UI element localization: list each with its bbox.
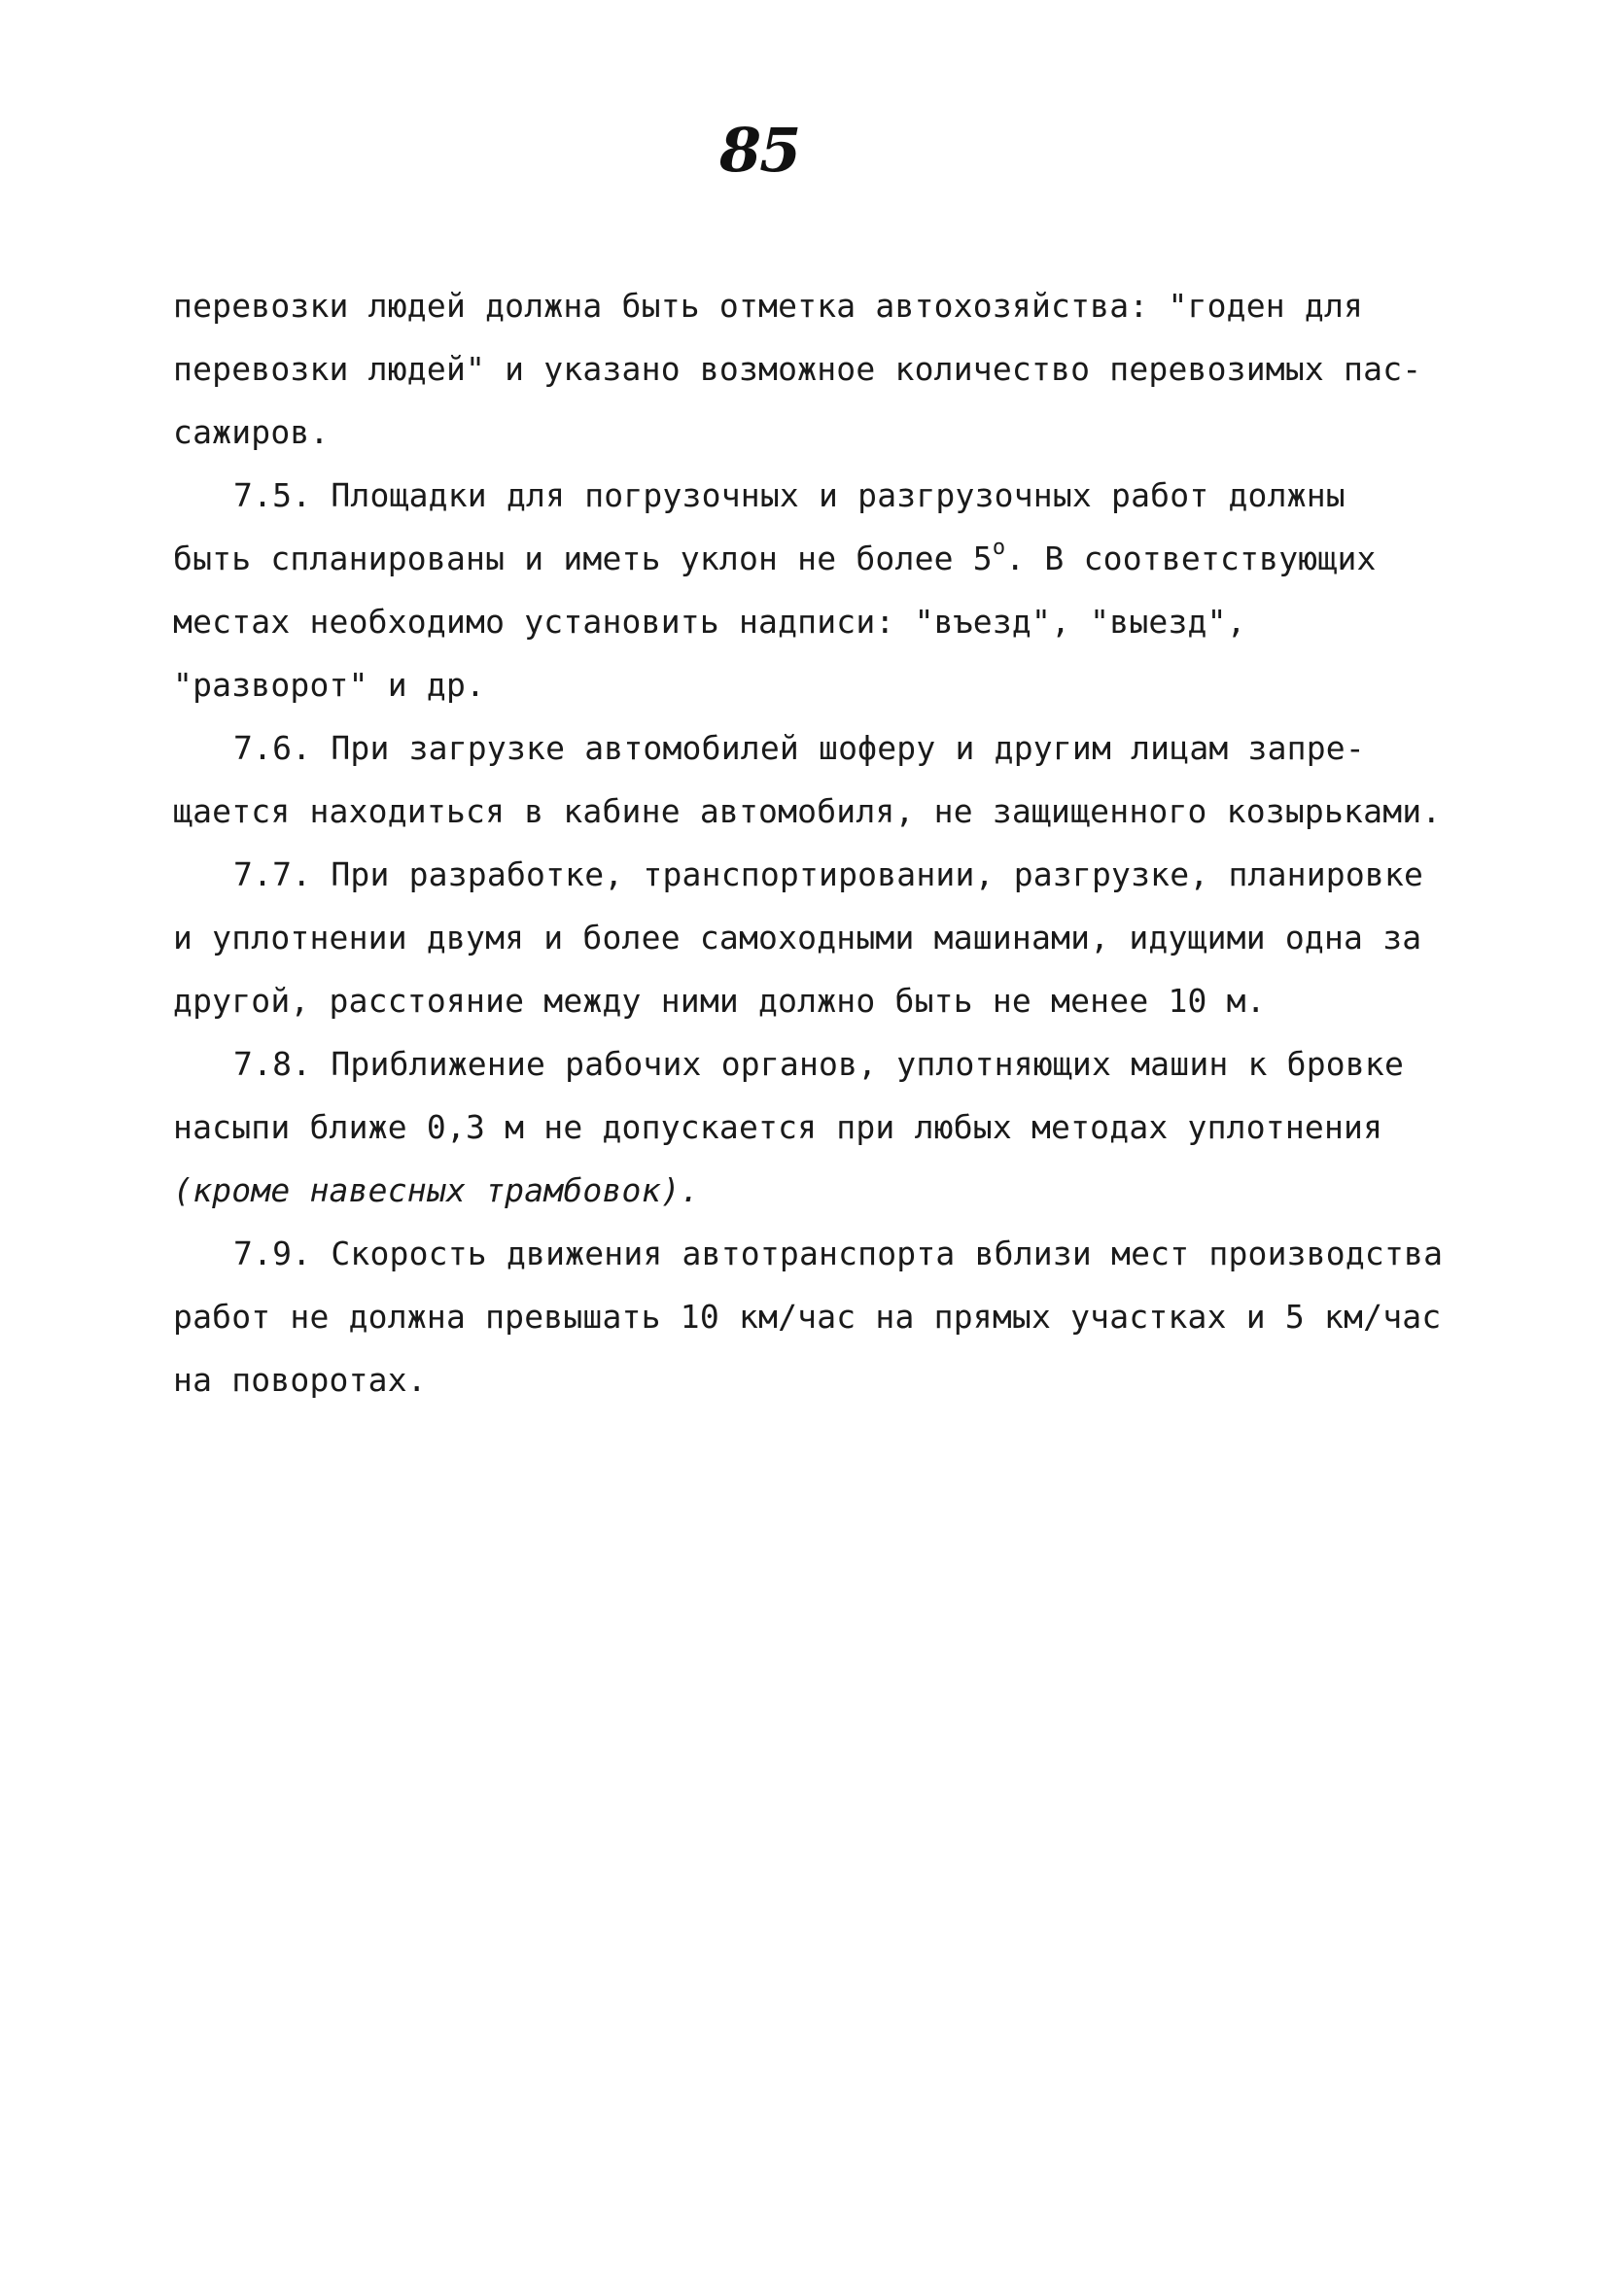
paragraph-7-5-line: 7.5. Площадки для погрузочных и разгрузочных работ должны [233,476,1346,514]
text-fragment: быть спланированы и иметь уклон не более 5 [173,539,993,577]
paragraph-7-7-line: 7.7. При разработке, транспортировании, разгрузке, планировке [233,855,1424,893]
text-line: щается находиться в кабине автомобиля, не защищенного козырьками. [173,792,1442,830]
text-line-with-degree [173,527,1476,590]
text-line: насыпи ближе 0,3 м не допускается при любых методах уплотнения [173,1108,1383,1146]
paragraph-7-8-line: 7.8. Приближение рабочих органов, уплотняющих машин к бровке [233,1045,1405,1083]
text-line-italic: (кроме навесных трамбовок). [173,1171,700,1209]
text-line: другой, расстояние между ними должно быть не менее 10 м. [173,982,1266,1020]
text-line: местах необходимо установить надписи: "въезд", "выезд", [173,603,1246,641]
text-line: на поворотах. [173,1361,427,1399]
text-line: сажиров. [173,413,330,451]
paragraph-7-6-line: 7.6. При загрузке автомобилей шоферу и другим лицам запре- [233,729,1365,767]
text-line: "разворот" и др. [173,666,486,704]
page-number: 85 [719,115,800,186]
paragraph-7-9-line: 7.9. Скорость движения автотранспорта вблизи мест производства [233,1235,1444,1272]
document-body [173,274,1476,1411]
text-line: перевозки людей должна быть отметка автохозяйства: "годен для [173,287,1364,325]
text-line: работ не должна превышать 10 км/час на прямых участках и 5 км/час [173,1298,1442,1336]
text-line: перевозки людей" и указано возможное количество перевозимых пас- [173,350,1422,388]
text-fragment: . В соответствующих [1005,539,1377,577]
degree-mark: о [992,536,1006,560]
text-line: и уплотнении двумя и более самоходными машинами, идущими одна за [173,919,1422,957]
